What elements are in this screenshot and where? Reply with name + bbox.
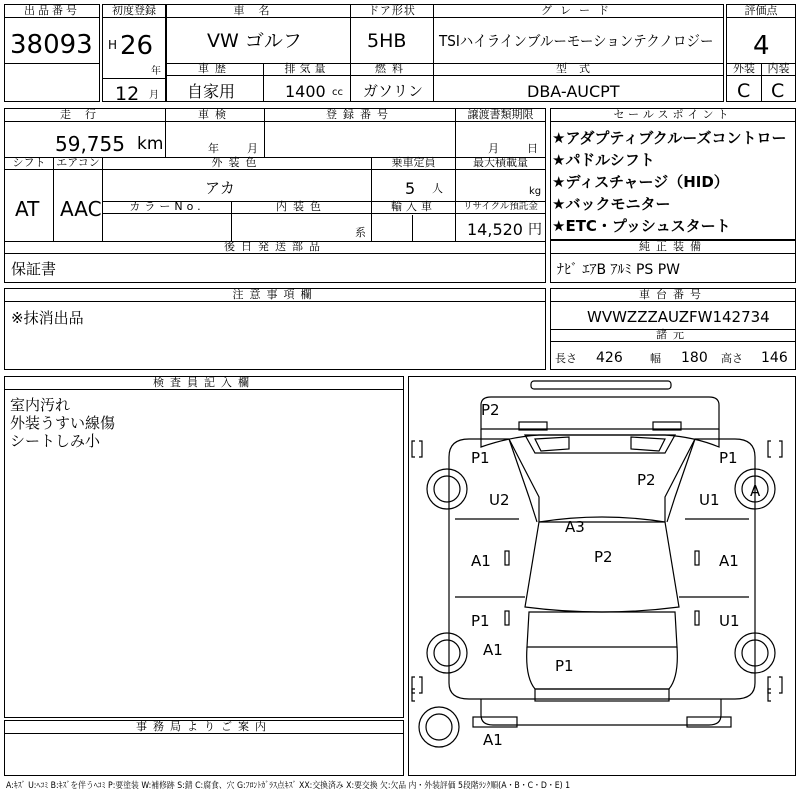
lot-number: 38093: [10, 30, 93, 60]
inspector-line: シートしみ小: [10, 432, 101, 450]
shift-label: シフト: [5, 157, 53, 170]
chassis-label: 車台番号: [551, 289, 795, 302]
inspector-line: 室内汚れ: [10, 396, 71, 414]
exterior-grade: C: [737, 80, 751, 102]
recycle-label: リサイクル預託金: [456, 201, 545, 214]
inspection-year-unit: 年: [208, 142, 219, 155]
recycle-amount: 14,520: [467, 220, 523, 239]
lot-number-box: [4, 4, 100, 102]
aircon: AAC: [60, 197, 102, 221]
inspector-line: 外装うすい線傷: [10, 414, 116, 432]
history: 自家用: [187, 82, 236, 101]
grade: TSIハイラインブルーモーションテクノロジー: [439, 32, 714, 50]
displacement-unit: cc: [332, 87, 343, 98]
interior-label: 内装: [762, 63, 795, 76]
length: 426: [596, 350, 623, 366]
shift: AT: [15, 197, 40, 221]
length-label: 長さ: [555, 352, 577, 365]
reg-year: 26: [120, 31, 154, 61]
damage-mark: A1: [483, 731, 503, 749]
width-label: 幅: [650, 352, 661, 365]
damage-mark: P2: [637, 471, 656, 489]
damage-mark: P1: [471, 449, 490, 467]
vehicle-detail-box: [4, 108, 546, 283]
displacement-label: 排気量: [264, 63, 350, 76]
sales-point-item: ★パドルシフト: [552, 151, 655, 169]
notes-label: 注意事項欄: [5, 289, 545, 302]
notes-box: [4, 288, 546, 370]
capacity-unit: 人: [432, 182, 443, 195]
registration-number-label: 登録番号: [265, 109, 455, 122]
chassis-number: WVWZZZAUZFW142734: [587, 308, 770, 326]
interior-grade: C: [771, 80, 785, 102]
displacement: 1400: [285, 82, 326, 101]
exterior-label: 外装: [727, 63, 761, 76]
month-unit: 月: [149, 90, 159, 101]
interior-color-label: 内装色: [232, 201, 371, 214]
damage-mark: P2: [481, 401, 500, 419]
car-name-label: 車名: [167, 5, 350, 18]
era: H: [108, 38, 118, 52]
damage-mark: A1: [471, 552, 491, 570]
damage-mark: U1: [719, 612, 740, 630]
sales-points-label: セールスポイント: [551, 109, 795, 122]
damage-mark: A1: [719, 552, 739, 570]
damage-mark: A1: [483, 641, 503, 659]
damage-mark: U1: [699, 491, 720, 509]
genuine-equipment-label: 純正装備: [551, 241, 795, 254]
damage-mark: P1: [719, 449, 738, 467]
door-type: 5HB: [367, 30, 407, 52]
damage-mark: U2: [489, 491, 510, 509]
year-unit: 年: [151, 66, 161, 77]
import-label: 輸入車: [372, 201, 455, 214]
damage-mark: A: [750, 482, 761, 500]
transfer-month-unit: 月: [488, 142, 499, 155]
history-label: 車歴: [167, 63, 263, 76]
car-info-box: [166, 4, 724, 102]
sales-point-item: ★ETC・プッシュスタート: [552, 217, 731, 235]
dimensions-label: 諸元: [551, 329, 795, 342]
max-load-unit: kg: [529, 186, 542, 197]
damage-mark: P2: [594, 548, 613, 566]
sales-points-box: [550, 108, 796, 240]
aircon-label: エアコン: [54, 157, 102, 170]
fuel: ガソリン: [363, 82, 424, 100]
damage-mark: P1: [555, 657, 574, 675]
car-diagram-box: [408, 376, 796, 776]
sales-point-item: ★バックモニター: [552, 195, 671, 213]
color-number-label: カラーNo.: [103, 201, 231, 214]
mileage: 59,755: [55, 132, 125, 156]
genuine-equipment: ﾅﾋﾞ ｴｱB ｱﾙﾐ PS PW: [557, 262, 681, 278]
height: 146: [761, 350, 788, 366]
score-box: [726, 4, 796, 102]
first-registration-box: [102, 4, 166, 105]
office-label: 事務局よりご案内: [5, 721, 403, 734]
inspection-month-unit: 月: [247, 142, 258, 155]
notes: ※抹消出品: [11, 309, 84, 327]
grade-label: グレード: [434, 5, 724, 18]
lot-number-label: 出品番号: [5, 5, 99, 18]
later-parts-label: 後日発送部品: [5, 241, 545, 254]
max-load-label: 最大積載量: [456, 157, 545, 170]
mileage-unit: km: [137, 134, 164, 154]
reg-month: 12: [115, 83, 140, 105]
office-box: [4, 720, 404, 776]
damage-mark: P1: [471, 612, 490, 630]
mileage-label: 走行: [5, 109, 165, 122]
car-diagram: [409, 377, 795, 775]
transfer-deadline-label: 譲渡書類期限: [456, 109, 545, 122]
score-label: 評価点: [727, 5, 795, 18]
legend: A:ｷｽﾞ U:ﾍｺﾐ B:ｷｽﾞを伴うﾍｺﾐ P:要塗装 W:補修跡 S:錆 C:腐食、穴 G:ﾌﾛﾝﾄｶﾞﾗｽ点ｷｽﾞ XX:交換済み X:要交換 欠:欠品 内・外装評価 5段階ﾗﾝｸ順(A・B・C・D・E) 1: [6, 781, 571, 791]
inspector-box: [4, 376, 404, 718]
later-parts: 保証書: [11, 260, 57, 278]
exterior-color-label: 外装色: [103, 157, 371, 170]
sales-point-item: ★アダプティブクルーズコントロー: [552, 129, 787, 147]
interior-color-suffix: 系: [355, 226, 366, 239]
door-label: ドア形状: [351, 5, 433, 18]
inspection-label: 車検: [166, 109, 264, 122]
exterior-color: アカ: [205, 179, 235, 197]
capacity-label: 乗車定員: [372, 157, 455, 170]
chassis-box: [550, 288, 796, 370]
capacity: 5: [405, 179, 416, 198]
width: 180: [681, 350, 708, 366]
transfer-day-unit: 日: [527, 142, 538, 155]
first-reg-label: 初度登録: [103, 5, 165, 18]
fuel-label: 燃料: [351, 63, 433, 76]
model-code: DBA-AUCPT: [527, 82, 620, 101]
score: 4: [753, 31, 770, 61]
model-code-label: 型式: [434, 63, 724, 76]
recycle-unit: 円: [528, 222, 542, 238]
sales-point-item: ★ディスチャージ（HID）: [552, 173, 729, 191]
genuine-equipment-box: [550, 240, 796, 283]
damage-mark: A3: [565, 518, 585, 536]
height-label: 高さ: [721, 352, 743, 365]
inspector-label: 検査員記入欄: [5, 377, 403, 390]
car-name: VW ゴルフ: [207, 30, 302, 52]
